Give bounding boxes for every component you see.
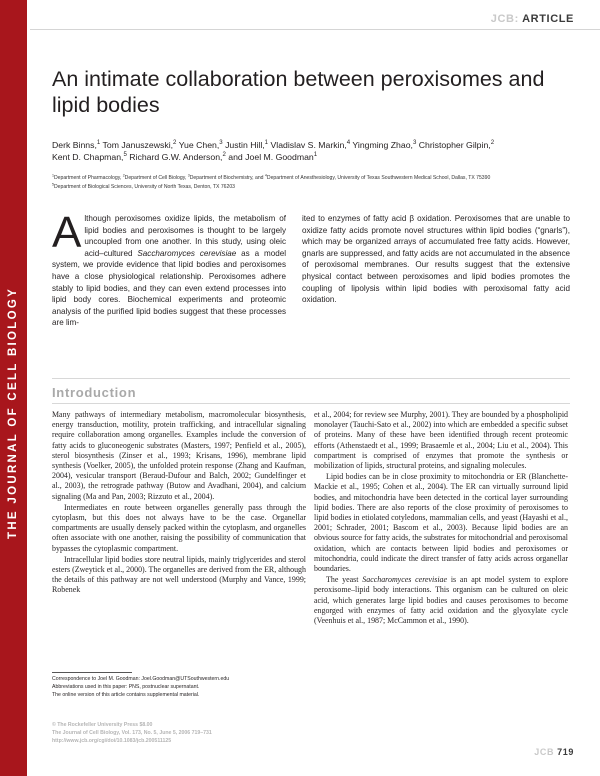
body-right-column <box>314 410 568 626</box>
article-label: ARTICLE <box>522 13 574 25</box>
supplemental-note: The online version of this article contains supplemental material. <box>52 691 200 698</box>
abstract-right-text: ited to enzymes of fatty acid β oxidation. Peroxisomes that are unable to oxidize fatty acids promote novel structures within lipid bodies (“gnarls”), which may be organized arrays of accumulated free fatty acids. However, gnarls are suppressed, and fatty acids are not accumulated in the absence of peroxisomal membranes. Our results suggest that the extensive physical contact between peroxisomes and lipid bodies promotes the coupling of lipolysis within lipid bodies with peroxisomal fatty acid oxidation. <box>302 214 570 305</box>
body-paragraph: Many pathways of intermediary metabolism, macromolecular biosynthesis, energy transduction, motility, protein trafficking, and intracellular signaling require collaboration among organelles. Examples include the conversion of fatty acids to gluconeogenic substrates (Masters, 1997; Penfield et al., 2005), sterol biosynthesis (Zinser et al., 1993; Krisans, 1996), membrane lipid synthesis (Voelker, 2005), the unfolded protein response (Zhang and Kaufman, 2004), vesicular transport (Beraud-Dufour and Balch, 2002; Gundelfinger et al., 2003), the retrograde pathway (Butow and Avadhani, 2004), and calcium signaling (Ma and Pan, 2003; Rizzuto et al., 2004). <box>52 410 306 501</box>
affiliations <box>52 175 572 191</box>
body-paragraph: Intermediates en route between organelles generally pass through the cytoplasm, but this does not always have to be the case. Organellar compartments are usually densely packed within the cytoplasm, and organelles often associate with one another, raising the possibility of communication that bypasses the cytoplasmic compartment. <box>52 502 306 553</box>
doi-link[interactable]: http://www.jcb.org/cgi/doi/10.1083/jcb.200511125 <box>52 737 172 744</box>
abstract-right-column <box>302 213 570 306</box>
section-divider-top <box>52 378 570 379</box>
journal-label: JCB: <box>490 13 519 25</box>
footnote-divider <box>52 672 132 673</box>
page-number-value: 719 <box>557 747 574 757</box>
publication-footer <box>52 722 212 745</box>
body-paragraph: et al., 2004; for review see Murphy, 2001). They are bounded by a phospholipid monolayer (Tauchi-Sato et al., 2002) into which are embedded a specific subset of proteins. Many of these have been identified through recent proteomic efforts (Athenstaedt et al., 1999; Brasaemle et al., 2004; Liu et al., 2004). This compartment is comprised of enzymes that promote the synthesis or mobilization of lipids, structural proteins, and signaling molecules. <box>314 410 568 471</box>
affiliation-2: $^5$Department of Biological Sciences, University of North Texas, Denton, TX 76203 <box>52 182 235 190</box>
body-left-column <box>52 410 306 596</box>
correspondence-note: Correspondence to Joel M. Goodman: Joel.Goodman@UTSouthwestern.edu <box>52 676 230 682</box>
body-paragraph: The yeast Saccharomyces cerevisiae is an apt model system to explore peroxisome–lipid body interactions. This organism can be cultured on oleic acid, which generates large lipid bodies and causes peroxisomes to become engorged with enzymes of fatty acid oxidation and the glyoxylate cycle (Veenhuis et al., 1987; McCammon et al., 1990). <box>314 575 569 626</box>
article-title: An intimate collaboration between peroxisomes and lipid bodies <box>52 67 545 117</box>
sidebar-journal-name: THE JOURNAL OF CELL BIOLOGY <box>7 286 19 540</box>
abstract-left-column <box>52 208 286 329</box>
citation-line: The Journal of Cell Biology, Vol. 173, No. 5, June 5, 2006 719–731 <box>52 729 212 736</box>
author-list <box>52 139 572 163</box>
section-heading: Introduction <box>52 385 137 400</box>
author-line-2: Kent D. Chapman,$^5$ Richard G.W. Anderson,$^2$ and Joel M. Goodman$^1$ <box>52 151 318 163</box>
copyright-line: © The Rockefeller University Press $8.00 <box>52 722 153 728</box>
body-paragraph: Lipid bodies can be in close proximity to mitochondria or ER (Blanchette-Mackie et al., 1995; Cohen et al., 2004). The ER can virtually surround lipid bodies, and mitochondria have been detected in the cortical layer surrounding lipid bodies. There are also reports of the close proximity of peroxisomes to lipid bodies in etiolated cotyledons, mammalian cells, and yeast (Hayashi et al., 2001; Schrader, 2001; Bascom et al., 2003). Because lipid bodies are an obvious source for fatty acids, the substrates for mitochondrial and peroxisomal oxidation, which are contacts between lipid bodies and peroxisomes or mitochondria, could indicate the direct transfer of fatty acids across organellar boundaries. <box>314 472 568 574</box>
abstract-drop-cap: A <box>52 208 82 257</box>
section-divider-bottom <box>52 403 570 404</box>
journal-sidebar <box>0 0 27 776</box>
page-number <box>534 747 574 757</box>
page-journal-short: JCB <box>534 747 555 757</box>
article-type-header <box>491 13 574 25</box>
footnotes <box>52 676 312 699</box>
body-paragraph: Intracellular lipid bodies store neutral lipids, mainly triglycerides and sterol esters (Zweytick et al., 2000). The organelles are derived from the ER, although the details of this pathway are not well understood (Murphy and Vance, 1999; Robenek <box>52 554 306 595</box>
affiliation-1: $^1$Department of Pharmacology, $^2$Department of Cell Biology, $^3$Department of Biochemistry, and $^4$Department of Anesthesiology, University of Texas Southwestern Medical School, Dallas, TX 75390 <box>52 173 491 181</box>
author-line-1: Derk Binns,$^1$ Tom Januszewski,$^2$ Yue Chen,$^3$ Justin Hill,$^1$ Vladislav S. Markin,$^4$ Yingming Zhao,$^3$ Christopher Gilpin,$^2$ <box>52 139 495 150</box>
abbreviations-note: Abbreviations used in this paper: PNS, postnuclear supernatant. <box>52 683 200 690</box>
abstract-left-text: lthough peroxisomes oxidize lipids, the metabolism of lipid bodies and peroxisomes is thought to be largely uncoupled from one another. In this study, using oleic acid–cultured Saccharomyces cerevisiae as a model system, we provide evidence that lipid bodies and peroxisomes have a close physiological relationship. Peroxisomes adhere stably to lipid bodies, and they can even extend processes into lipid body cores. Biochemical experiments and proteomic analysis of the purified lipid bodies suggest that these processes are lim- <box>52 214 286 328</box>
header-divider <box>30 29 600 30</box>
